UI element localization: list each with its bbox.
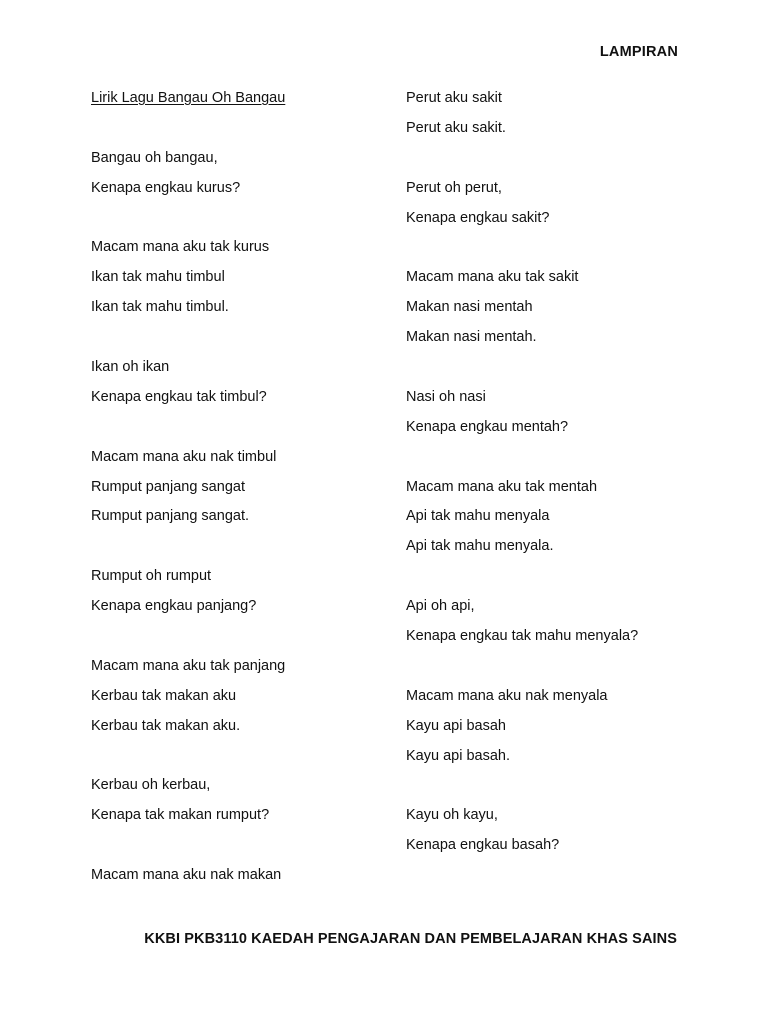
- lyric-line: Macam mana aku nak menyala: [406, 687, 608, 704]
- page-header-label: LAMPIRAN: [599, 44, 678, 60]
- lyric-line: Rumput panjang sangat.: [91, 508, 249, 525]
- lyric-line: Kenapa tak makan rumput?: [91, 807, 270, 824]
- lyric-line: Macam mana aku tak sakit: [406, 269, 579, 286]
- lyric-line: Rumput oh rumput: [91, 568, 212, 585]
- lyric-line: Kenapa engkau kurus?: [91, 179, 241, 196]
- lyric-line: Perut oh perut,: [406, 179, 502, 196]
- stanza-gap: [91, 327, 391, 357]
- lyric-line: Perut aku sakit.: [406, 119, 506, 136]
- lyric-line: Nasi oh nasi: [406, 388, 486, 405]
- stanza-gap: [91, 835, 391, 865]
- stanza-gap: [91, 417, 391, 447]
- lyric-line: Kayu api basah.: [406, 747, 510, 764]
- lyric-line: Ikan tak mahu timbul.: [91, 299, 229, 316]
- stanza-gap: [91, 536, 391, 566]
- lyric-line: Kenapa engkau mentah?: [406, 418, 569, 435]
- lyric-line: Ikan oh ikan: [91, 359, 170, 376]
- lyric-line: Kerbau tak makan aku.: [91, 717, 241, 734]
- stanza-gap: [91, 208, 391, 238]
- stanza-gap: [91, 746, 391, 776]
- lyrics-title: Lirik Lagu Bangau Oh Bangau: [91, 90, 286, 106]
- left-lyrics-column: [91, 88, 391, 895]
- lyric-line: Api tak mahu menyala.: [406, 538, 554, 555]
- stanza-gap: [91, 626, 391, 656]
- lyric-line: Macam mana aku tak kurus: [91, 239, 270, 256]
- lyric-line: Macam mana aku nak timbul: [91, 448, 277, 465]
- lyric-line: Kenapa engkau basah?: [406, 837, 560, 854]
- lyric-line: Api oh api,: [406, 598, 475, 615]
- stanza-gap: [406, 148, 706, 178]
- lyric-line: Kenapa engkau tak mahu menyala?: [406, 628, 639, 645]
- lyric-line: Api tak mahu menyala: [406, 508, 550, 525]
- lyric-line: Macam mana aku nak makan: [91, 867, 282, 884]
- stanza-gap: [91, 118, 391, 148]
- right-lyrics-column: [406, 88, 706, 865]
- lyric-line: Makan nasi mentah: [406, 299, 533, 316]
- lyric-line: Kayu oh kayu,: [406, 807, 498, 824]
- lyric-line: Kerbau oh kerbau,: [91, 777, 211, 794]
- lyric-line: Kenapa engkau panjang?: [91, 598, 257, 615]
- stanza-gap: [406, 357, 706, 387]
- lyric-line: Macam mana aku tak panjang: [91, 657, 286, 674]
- course-footer: KKBI PKB3110 KAEDAH PENGAJARAN DAN PEMBELAJARAN KHAS SAINS: [144, 931, 677, 947]
- lyric-line: Ikan tak mahu timbul: [91, 269, 225, 286]
- lyric-line: Macam mana aku tak mentah: [406, 478, 598, 495]
- stanza-gap: [406, 237, 706, 267]
- stanza-gap: [406, 447, 706, 477]
- lyric-line: Bangau oh bangau,: [91, 149, 218, 166]
- lyric-line: Kenapa engkau tak timbul?: [91, 388, 267, 405]
- lyric-line: Kerbau tak makan aku: [91, 687, 237, 704]
- lyric-line: Makan nasi mentah.: [406, 329, 537, 346]
- stanza-gap: [406, 775, 706, 805]
- lyric-line: Kayu api basah: [406, 717, 506, 734]
- lyric-line: Rumput panjang sangat: [91, 478, 245, 495]
- stanza-gap: [406, 656, 706, 686]
- lyric-line: Kenapa engkau sakit?: [406, 209, 550, 226]
- stanza-gap: [406, 566, 706, 596]
- lyric-line: Perut aku sakit: [406, 90, 502, 106]
